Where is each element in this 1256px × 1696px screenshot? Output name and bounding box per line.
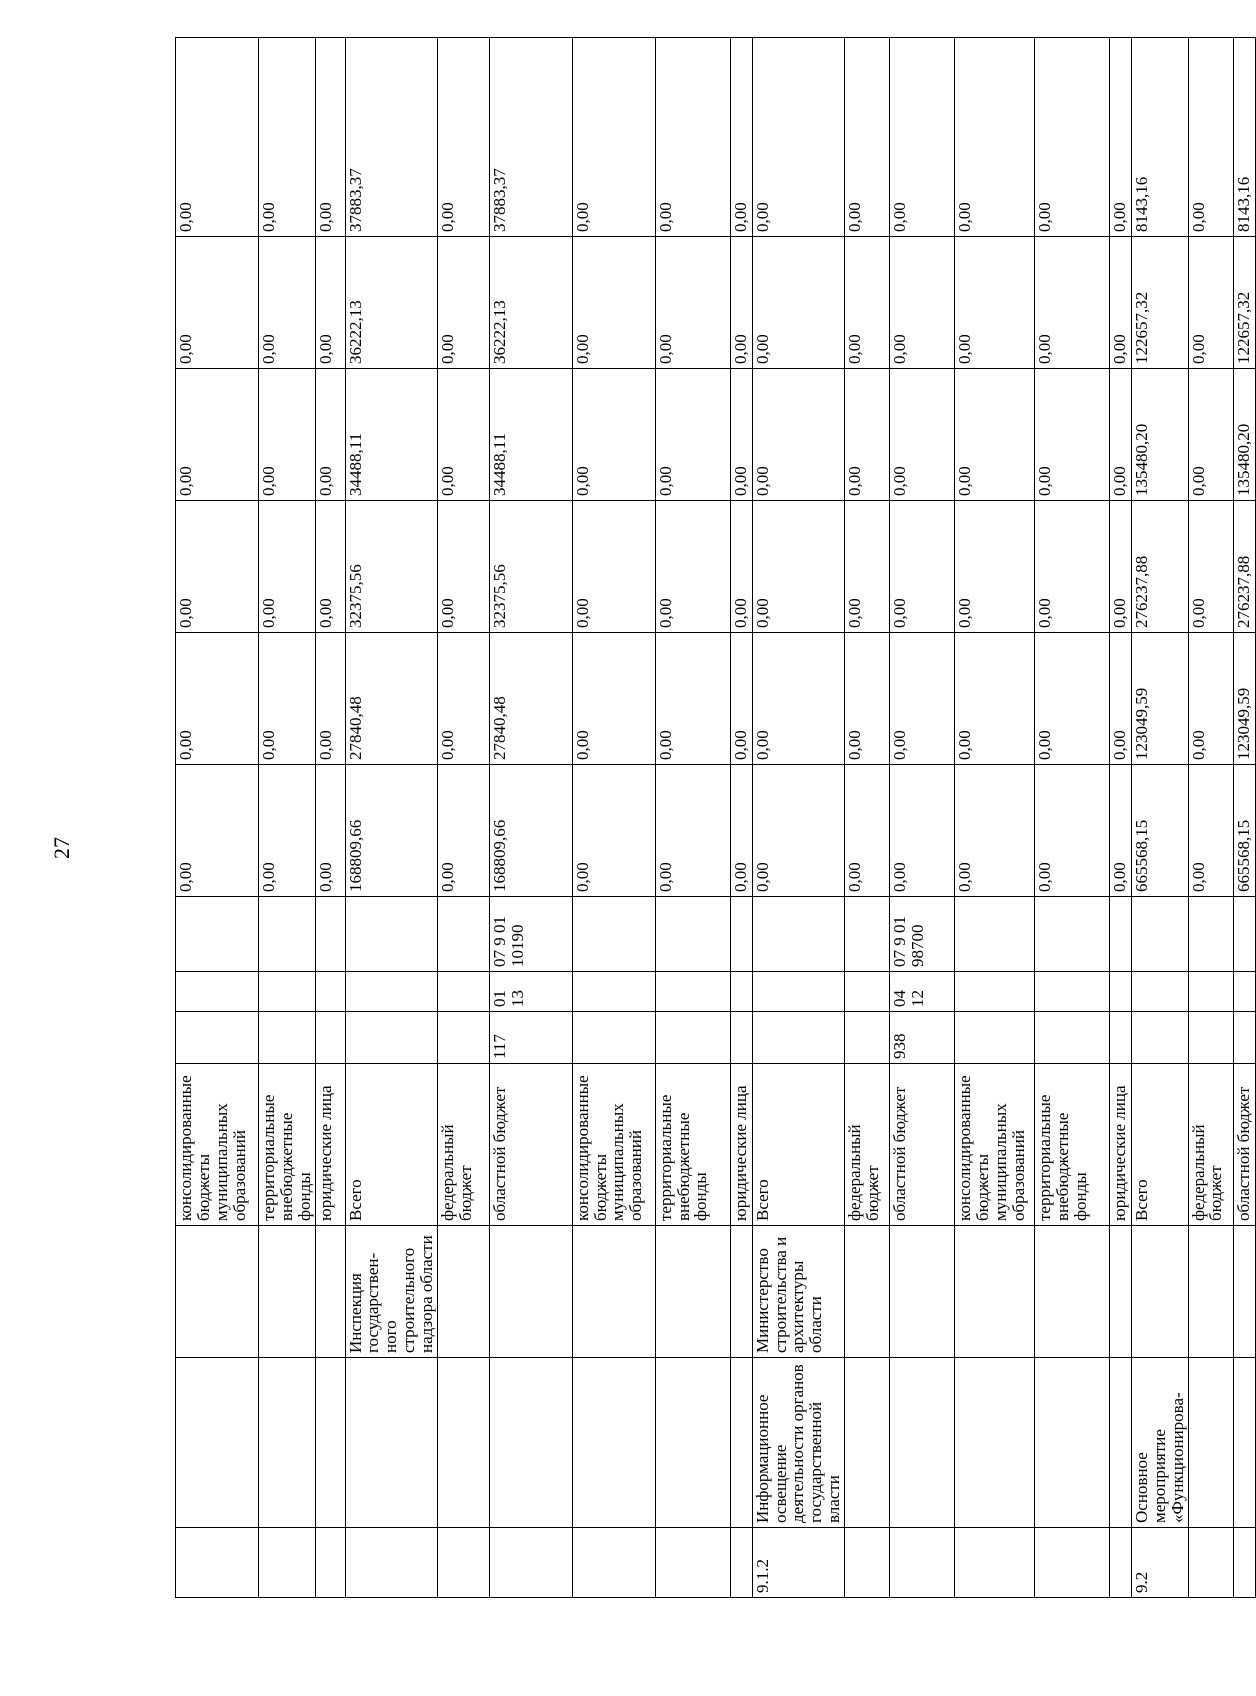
section-code-cell (1109, 972, 1131, 1012)
amount-cell: 8143,16 (1131, 38, 1188, 237)
amount-cell: 0,00 (844, 501, 889, 633)
executor-cell (954, 1226, 1034, 1358)
amount-cell: 0,00 (315, 38, 345, 237)
amount-cell: 0,00 (954, 38, 1034, 237)
amount-cell: 0,00 (1109, 369, 1131, 501)
row-number-cell (437, 1528, 489, 1598)
amount-cell: 0,00 (572, 765, 655, 897)
amount-cell: 37883,37 (345, 38, 437, 237)
amount-cell: 0,00 (844, 765, 889, 897)
grbs-code-cell (1131, 1012, 1188, 1064)
row-number-cell (489, 1528, 572, 1598)
activity-name-cell (315, 1358, 345, 1528)
activity-name-cell (1109, 1358, 1131, 1528)
executor-cell (572, 1226, 655, 1358)
amount-cell: 0,00 (1188, 633, 1233, 765)
amount-cell: 0,00 (889, 369, 954, 501)
page-number: 27 (49, 837, 74, 859)
executor-cell (1131, 1226, 1188, 1358)
executor-cell (655, 1226, 730, 1358)
amount-cell: 0,00 (315, 237, 345, 369)
amount-cell: 0,00 (730, 369, 752, 501)
funding-source-cell: областной бюджет (1233, 1064, 1255, 1226)
grbs-code-cell (315, 1012, 345, 1064)
activity-name-cell (730, 1358, 752, 1528)
section-code-cell (315, 972, 345, 1012)
activity-name-cell: Основное мероприятие «Функционирова- (1131, 1358, 1188, 1528)
target-article-cell: 07 9 01 10190 (489, 897, 572, 972)
grbs-code-cell (437, 1012, 489, 1064)
amount-cell: 0,00 (1034, 237, 1109, 369)
row-number-cell: 9.2 (1131, 1528, 1188, 1598)
amount-cell: 0,00 (1034, 633, 1109, 765)
amount-cell: 32375,56 (489, 501, 572, 633)
amount-cell: 0,00 (1188, 765, 1233, 897)
funding-source-cell: федеральный бюджет (437, 1064, 489, 1226)
amount-cell: 0,00 (954, 501, 1034, 633)
table-row (889, 38, 954, 1598)
grbs-code-cell (730, 1012, 752, 1064)
section-code-cell (572, 972, 655, 1012)
amount-cell: 0,00 (259, 765, 316, 897)
amount-cell: 36222,13 (345, 237, 437, 369)
grbs-code-cell (176, 1012, 259, 1064)
amount-cell: 0,00 (655, 369, 730, 501)
amount-cell: 276237,88 (1233, 501, 1255, 633)
section-code-cell (176, 972, 259, 1012)
activity-name-cell (437, 1358, 489, 1528)
amount-cell: 0,00 (730, 765, 752, 897)
table-row (752, 38, 844, 1598)
table-row (954, 38, 1034, 1598)
funding-source-cell: территориальные внебюджетные фонды (259, 1064, 316, 1226)
activity-name-cell (1034, 1358, 1109, 1528)
amount-cell: 0,00 (259, 633, 316, 765)
amount-cell: 0,00 (437, 369, 489, 501)
grbs-code-cell: 117 (489, 1012, 572, 1064)
amount-cell: 0,00 (1188, 501, 1233, 633)
funding-source-cell: юридические лица (1109, 1064, 1131, 1226)
amount-cell: 135480,20 (1233, 369, 1255, 501)
executor-cell (1233, 1226, 1255, 1358)
amount-cell: 276237,88 (1131, 501, 1188, 633)
grbs-code-cell (1188, 1012, 1233, 1064)
amount-cell: 0,00 (655, 501, 730, 633)
executor-cell (889, 1226, 954, 1358)
executor-cell: Министерство строительства и архитектуры области (752, 1226, 844, 1358)
funding-source-cell: консолидированные бюджеты муниципальных образований (176, 1064, 259, 1226)
amount-cell: 0,00 (889, 633, 954, 765)
row-number-cell (176, 1528, 259, 1598)
amount-cell: 665568,15 (1131, 765, 1188, 897)
executor-cell (489, 1226, 572, 1358)
amount-cell: 0,00 (1034, 369, 1109, 501)
grbs-code-cell (844, 1012, 889, 1064)
amount-cell: 0,00 (259, 369, 316, 501)
row-number-cell (572, 1528, 655, 1598)
row-number-cell (345, 1528, 437, 1598)
executor-cell (315, 1226, 345, 1358)
amount-cell: 0,00 (1034, 38, 1109, 237)
grbs-code-cell (345, 1012, 437, 1064)
section-code-cell (259, 972, 316, 1012)
amount-cell: 0,00 (954, 237, 1034, 369)
amount-cell: 135480,20 (1131, 369, 1188, 501)
amount-cell: 0,00 (572, 501, 655, 633)
section-code-cell (345, 972, 437, 1012)
amount-cell: 0,00 (572, 38, 655, 237)
activity-name-cell (345, 1358, 437, 1528)
funding-source-cell: Всего (345, 1064, 437, 1226)
amount-cell: 0,00 (1109, 633, 1131, 765)
amount-cell: 0,00 (176, 765, 259, 897)
funding-source-cell: областной бюджет (889, 1064, 954, 1226)
target-article-cell (1188, 897, 1233, 972)
amount-cell: 0,00 (315, 765, 345, 897)
amount-cell: 34488,11 (489, 369, 572, 501)
amount-cell: 0,00 (844, 369, 889, 501)
amount-cell: 0,00 (1188, 38, 1233, 237)
funding-source-cell: территориальные внебюджетные фонды (655, 1064, 730, 1226)
section-code-cell (655, 972, 730, 1012)
amount-cell: 0,00 (572, 369, 655, 501)
executor-cell (730, 1226, 752, 1358)
amount-cell: 0,00 (1109, 38, 1131, 237)
funding-source-cell: консолидированные бюджеты муниципальных образований (954, 1064, 1034, 1226)
amount-cell: 122657,32 (1131, 237, 1188, 369)
target-article-cell (752, 897, 844, 972)
amount-cell: 0,00 (1188, 237, 1233, 369)
executor-cell (844, 1226, 889, 1358)
amount-cell: 0,00 (844, 633, 889, 765)
funding-source-cell: федеральный бюджет (1188, 1064, 1233, 1226)
amount-cell: 0,00 (655, 38, 730, 237)
grbs-code-cell (572, 1012, 655, 1064)
target-article-cell (1233, 897, 1255, 972)
amount-cell: 0,00 (655, 633, 730, 765)
amount-cell: 0,00 (437, 501, 489, 633)
row-number-cell (655, 1528, 730, 1598)
funding-source-cell: территориальные внебюджетные фонды (1034, 1064, 1109, 1226)
amount-cell: 0,00 (730, 237, 752, 369)
amount-cell: 0,00 (954, 369, 1034, 501)
target-article-cell: 07 9 01 98700 (889, 897, 954, 972)
amount-cell: 34488,11 (345, 369, 437, 501)
amount-cell: 27840,48 (489, 633, 572, 765)
amount-cell: 0,00 (752, 369, 844, 501)
amount-cell: 0,00 (259, 501, 316, 633)
funding-source-cell: консолидированные бюджеты муниципальных образований (572, 1064, 655, 1226)
activity-name-cell (954, 1358, 1034, 1528)
amount-cell: 0,00 (176, 369, 259, 501)
row-number-cell (730, 1528, 752, 1598)
activity-name-cell (655, 1358, 730, 1528)
grbs-code-cell: 938 (889, 1012, 954, 1064)
amount-cell: 0,00 (954, 633, 1034, 765)
section-code-cell (1233, 972, 1255, 1012)
executor-cell (1188, 1226, 1233, 1358)
section-code-cell (437, 972, 489, 1012)
target-article-cell (572, 897, 655, 972)
amount-cell: 0,00 (655, 237, 730, 369)
section-code-cell (1131, 972, 1188, 1012)
amount-cell: 0,00 (1034, 501, 1109, 633)
amount-cell: 36222,13 (489, 237, 572, 369)
target-article-cell (1109, 897, 1131, 972)
row-number-cell (259, 1528, 316, 1598)
table-row (437, 38, 489, 1598)
amount-cell: 27840,48 (345, 633, 437, 765)
amount-cell: 0,00 (752, 765, 844, 897)
amount-cell: 0,00 (752, 237, 844, 369)
amount-cell: 0,00 (844, 38, 889, 237)
executor-cell: Инспекция государствен-ного строительного надзора области (345, 1226, 437, 1358)
activity-name-cell (889, 1358, 954, 1528)
amount-cell: 0,00 (889, 237, 954, 369)
target-article-cell (730, 897, 752, 972)
target-article-cell (345, 897, 437, 972)
table-row (730, 38, 752, 1598)
activity-name-cell (572, 1358, 655, 1528)
activity-name-cell (844, 1358, 889, 1528)
section-code-cell (730, 972, 752, 1012)
grbs-code-cell (655, 1012, 730, 1064)
amount-cell: 0,00 (315, 633, 345, 765)
table-row (844, 38, 889, 1598)
amount-cell: 0,00 (889, 38, 954, 237)
amount-cell: 0,00 (1034, 765, 1109, 897)
executor-cell (1034, 1226, 1109, 1358)
amount-cell: 123049,59 (1233, 633, 1255, 765)
amount-cell: 0,00 (176, 501, 259, 633)
table-row (176, 38, 259, 1598)
amount-cell: 0,00 (1109, 501, 1131, 633)
funding-source-cell: областной бюджет (489, 1064, 572, 1226)
amount-cell: 0,00 (437, 765, 489, 897)
table-row (1109, 38, 1131, 1598)
amount-cell: 0,00 (730, 38, 752, 237)
target-article-cell (437, 897, 489, 972)
amount-cell: 0,00 (954, 765, 1034, 897)
section-code-cell (1034, 972, 1109, 1012)
amount-cell: 0,00 (752, 501, 844, 633)
table-row (315, 38, 345, 1598)
section-code-cell (752, 972, 844, 1012)
row-number-cell (1034, 1528, 1109, 1598)
amount-cell: 0,00 (176, 237, 259, 369)
activity-name-cell (259, 1358, 316, 1528)
funding-source-cell: федеральный бюджет (844, 1064, 889, 1226)
row-number-cell (315, 1528, 345, 1598)
grbs-code-cell (259, 1012, 316, 1064)
amount-cell: 0,00 (1109, 237, 1131, 369)
table-row (572, 38, 655, 1598)
amount-cell: 0,00 (1109, 765, 1131, 897)
executor-cell (259, 1226, 316, 1358)
target-article-cell (954, 897, 1034, 972)
target-article-cell (259, 897, 316, 972)
amount-cell: 0,00 (437, 38, 489, 237)
table-row (345, 38, 437, 1598)
row-number-cell (1109, 1528, 1131, 1598)
amount-cell: 0,00 (259, 237, 316, 369)
amount-cell: 0,00 (730, 633, 752, 765)
target-article-cell (844, 897, 889, 972)
amount-cell: 123049,59 (1131, 633, 1188, 765)
section-code-cell (1188, 972, 1233, 1012)
executor-cell (176, 1226, 259, 1358)
amount-cell: 168809,66 (489, 765, 572, 897)
grbs-code-cell (1233, 1012, 1255, 1064)
funding-source-cell: юридические лица (730, 1064, 752, 1226)
amount-cell: 37883,37 (489, 38, 572, 237)
grbs-code-cell (752, 1012, 844, 1064)
amount-cell: 0,00 (572, 237, 655, 369)
section-code-cell: 01 13 (489, 972, 572, 1012)
amount-cell: 122657,32 (1233, 237, 1255, 369)
row-number-cell: 9.1.2 (752, 1528, 844, 1598)
grbs-code-cell (954, 1012, 1034, 1064)
amount-cell: 0,00 (315, 369, 345, 501)
amount-cell: 0,00 (844, 237, 889, 369)
amount-cell: 168809,66 (345, 765, 437, 897)
funding-source-cell: Всего (752, 1064, 844, 1226)
amount-cell: 0,00 (176, 38, 259, 237)
target-article-cell (1034, 897, 1109, 972)
target-article-cell (176, 897, 259, 972)
table-body (176, 38, 1256, 1598)
table-row (1188, 38, 1233, 1598)
budget-table (175, 37, 1256, 1598)
amount-cell: 0,00 (655, 765, 730, 897)
activity-name-cell (489, 1358, 572, 1528)
row-number-cell (954, 1528, 1034, 1598)
table-row (489, 38, 572, 1598)
table-row (655, 38, 730, 1598)
table-row (259, 38, 316, 1598)
amount-cell: 0,00 (315, 501, 345, 633)
activity-name-cell: Информационное освещение деятельности органов государственной власти (752, 1358, 844, 1528)
amount-cell: 32375,56 (345, 501, 437, 633)
table-row (1034, 38, 1109, 1598)
row-number-cell (1188, 1528, 1233, 1598)
section-code-cell (844, 972, 889, 1012)
target-article-cell (655, 897, 730, 972)
amount-cell: 0,00 (176, 633, 259, 765)
amount-cell: 0,00 (1188, 369, 1233, 501)
row-number-cell (889, 1528, 954, 1598)
amount-cell: 8143,16 (1233, 38, 1255, 237)
activity-name-cell (176, 1358, 259, 1528)
amount-cell: 0,00 (752, 633, 844, 765)
target-article-cell (315, 897, 345, 972)
amount-cell: 0,00 (572, 633, 655, 765)
grbs-code-cell (1034, 1012, 1109, 1064)
funding-source-cell: Всего (1131, 1064, 1188, 1226)
amount-cell: 0,00 (259, 38, 316, 237)
activity-name-cell (1188, 1358, 1233, 1528)
section-code-cell (954, 972, 1034, 1012)
section-code-cell: 04 12 (889, 972, 954, 1012)
executor-cell (437, 1226, 489, 1358)
amount-cell: 665568,15 (1233, 765, 1255, 897)
grbs-code-cell (1109, 1012, 1131, 1064)
table-row (1131, 38, 1188, 1598)
row-number-cell (844, 1528, 889, 1598)
amount-cell: 0,00 (437, 237, 489, 369)
amount-cell: 0,00 (752, 38, 844, 237)
row-number-cell (1233, 1528, 1255, 1598)
amount-cell: 0,00 (889, 501, 954, 633)
activity-name-cell (1233, 1358, 1255, 1528)
amount-cell: 0,00 (437, 633, 489, 765)
funding-source-cell: юридические лица (315, 1064, 345, 1226)
target-article-cell (1131, 897, 1188, 972)
executor-cell (1109, 1226, 1131, 1358)
table-row (1233, 38, 1255, 1598)
amount-cell: 0,00 (730, 501, 752, 633)
budget-table-container (175, 108, 1253, 1598)
amount-cell: 0,00 (889, 765, 954, 897)
